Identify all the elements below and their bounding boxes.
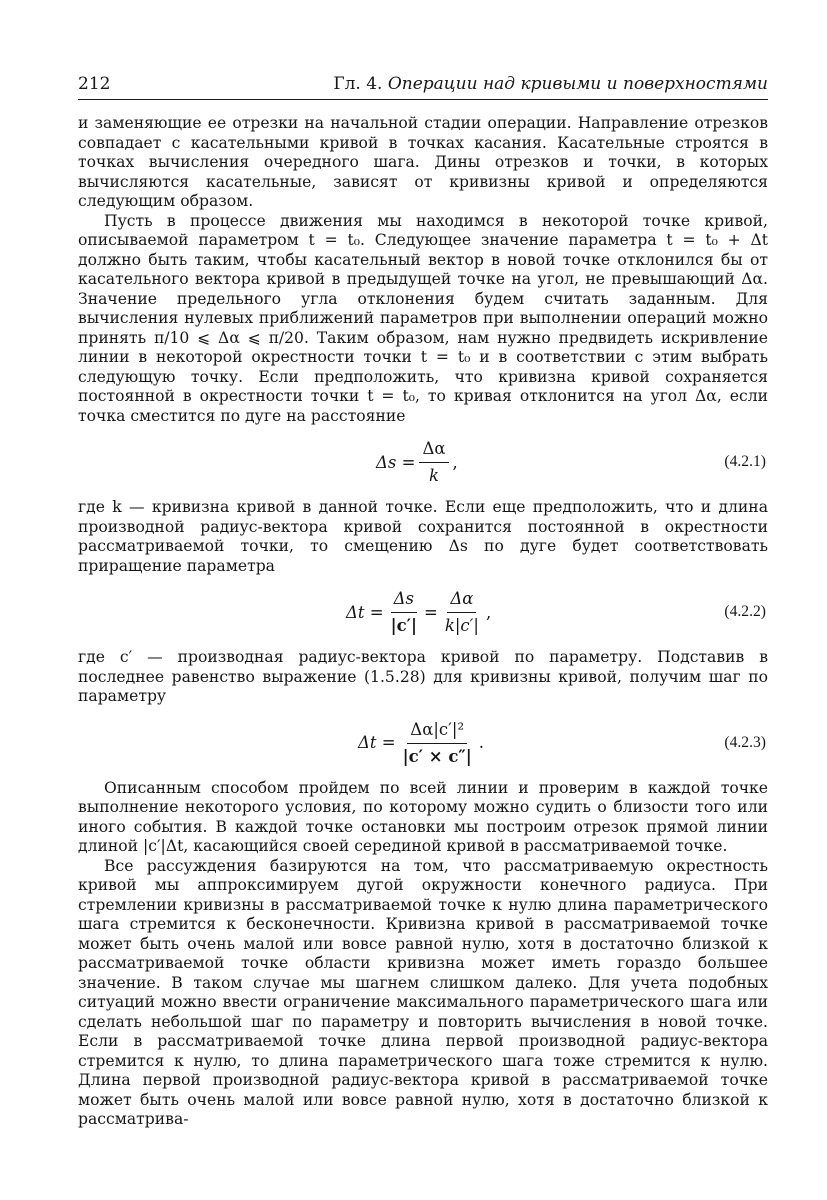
equation-tail: . [478, 733, 485, 753]
equals-sign: = [424, 602, 438, 622]
fraction-denominator: k|c′| [444, 616, 479, 635]
chapter-heading [333, 74, 768, 94]
equation-4-2-2 [78, 582, 768, 644]
fraction-numerator: Δα [419, 438, 448, 463]
equation-lhs: Δs = [376, 452, 416, 472]
equation-lhs: Δt = [358, 733, 396, 753]
equation-lhs: Δt = [346, 602, 384, 622]
page-number: 212 [78, 74, 111, 94]
book-page [78, 74, 768, 1130]
equation-body [346, 588, 491, 637]
page-body [78, 114, 768, 1130]
paragraph-5: Описанным способом пройдем по всей линии и проверим в каждой точке выполнение некоторого условия, по которому можно судить о близости того или иного события. В каждой точке остановки мы построим отрезок прямой линии длиной |c′|Δt, касающийся своей серединой кривой в рассматриваемой точке. [78, 778, 768, 855]
fraction-numerator: Δs [391, 588, 417, 613]
equation-number: (4.2.3) [724, 733, 766, 751]
paragraph-6: Все рассуждения базируются на том, что рассматриваемую окрестность кривой мы аппроксимируем дугой окружности конечного радиуса. При стремлении кривизны в рассматриваемой точке к нулю длина параметрического шага стремится к бесконечности. Кривизна кривой в рассматриваемой точке может быть очень малой или вовсе равной нулю, хотя в достаточно близкой к рассматриваемой точке области кривизна может иметь гораздо большее значение. В таком случае мы шагнем слишком далеко. Для учета подобных ситуаций можно ввести ограничение максимального параметрического шага или сделать небольшой шаг по параметру и повторить вычисления в новой точке. Если в рассматриваемой точке длина первой производной радиус-вектора стремится к нулю, то длина параметрического шага тоже стремится к нулю. Длина первой производной радиус-вектора кривой в рассматриваемой точке может быть очень малой или вовсе равной нулю, хотя в достаточно близкой к рассматрива- [78, 856, 768, 1128]
equation-number: (4.2.2) [724, 603, 766, 620]
fraction-2 [442, 588, 482, 637]
equation-tail: , [452, 452, 458, 472]
fraction-denominator: k [429, 466, 439, 485]
equation-4-2-1 [78, 432, 768, 494]
fraction-denominator: |c′| [390, 616, 418, 635]
fraction-1 [388, 588, 420, 637]
equation-body [376, 438, 458, 487]
equation-body [358, 719, 484, 768]
chapter-title: Операции над кривыми и поверхностями [387, 74, 768, 94]
fraction-numerator: Δα|c′|² [407, 719, 467, 744]
running-header [78, 74, 768, 100]
paragraph-2: Пусть в процессе движения мы находимся в некоторой точке кривой, описываемой параметром t = t₀. Следующее значение параметра t = t₀ + Δt должно быть таким, чтобы касательный вектор в новой точке отклонился бы от касательного вектора кривой в предыдущей точке на угол, не превышающий Δα. Значение предельного угла отклонения будем считать заданным. Для вычисления нулевых приближений параметров при выполнении операций можно принять π/10 ⩽ Δα ⩽ π/20. Таким образом, нам нужно предвидеть искривление линии в некоторой окрестности точки t = t₀ и в соответствии с этим выбрать следующую точку. Если предположить, что кривизна кривой сохраняется постоянной в окрестности точки t = t₀, то кривая отклонится на угол Δα, если точка сместится по дуге на расстояние [78, 211, 768, 425]
paragraph-4: где c′ — производная радиус-вектора кривой по параметру. Подставив в последнее равенство выражение (1.5.28) для кривизны кривой, получим шаг по параметру [78, 648, 768, 705]
paragraph-3: где k — кривизна кривой в данной точке. Если еще предположить, что и длина производной радиус-вектора кривой сохранится постоянной в окрестности рассматриваемой точки, то смещению Δs по дуге будет соответствовать приращение параметра [78, 498, 768, 575]
equation-4-2-3 [78, 713, 768, 775]
equation-tail: , [485, 602, 492, 622]
fraction [419, 438, 448, 487]
paragraph-1: и заменяющие ее отрезки на начальной стадии операции. Направление отрезков совпадает с касательными кривой в точках касания. Касательные строятся в точках вычисления очередного шага. Дины отрезков и точки, в которых вычисляются касательные, зависят от кривизны кривой и определяются следующим образом. [78, 114, 768, 210]
fraction [400, 719, 475, 768]
chapter-prefix: Гл. 4. [333, 74, 383, 94]
fraction-numerator: Δα [447, 588, 476, 613]
equation-number: (4.2.1) [724, 453, 766, 470]
fraction-denominator: |c′ × c″| [402, 746, 472, 766]
